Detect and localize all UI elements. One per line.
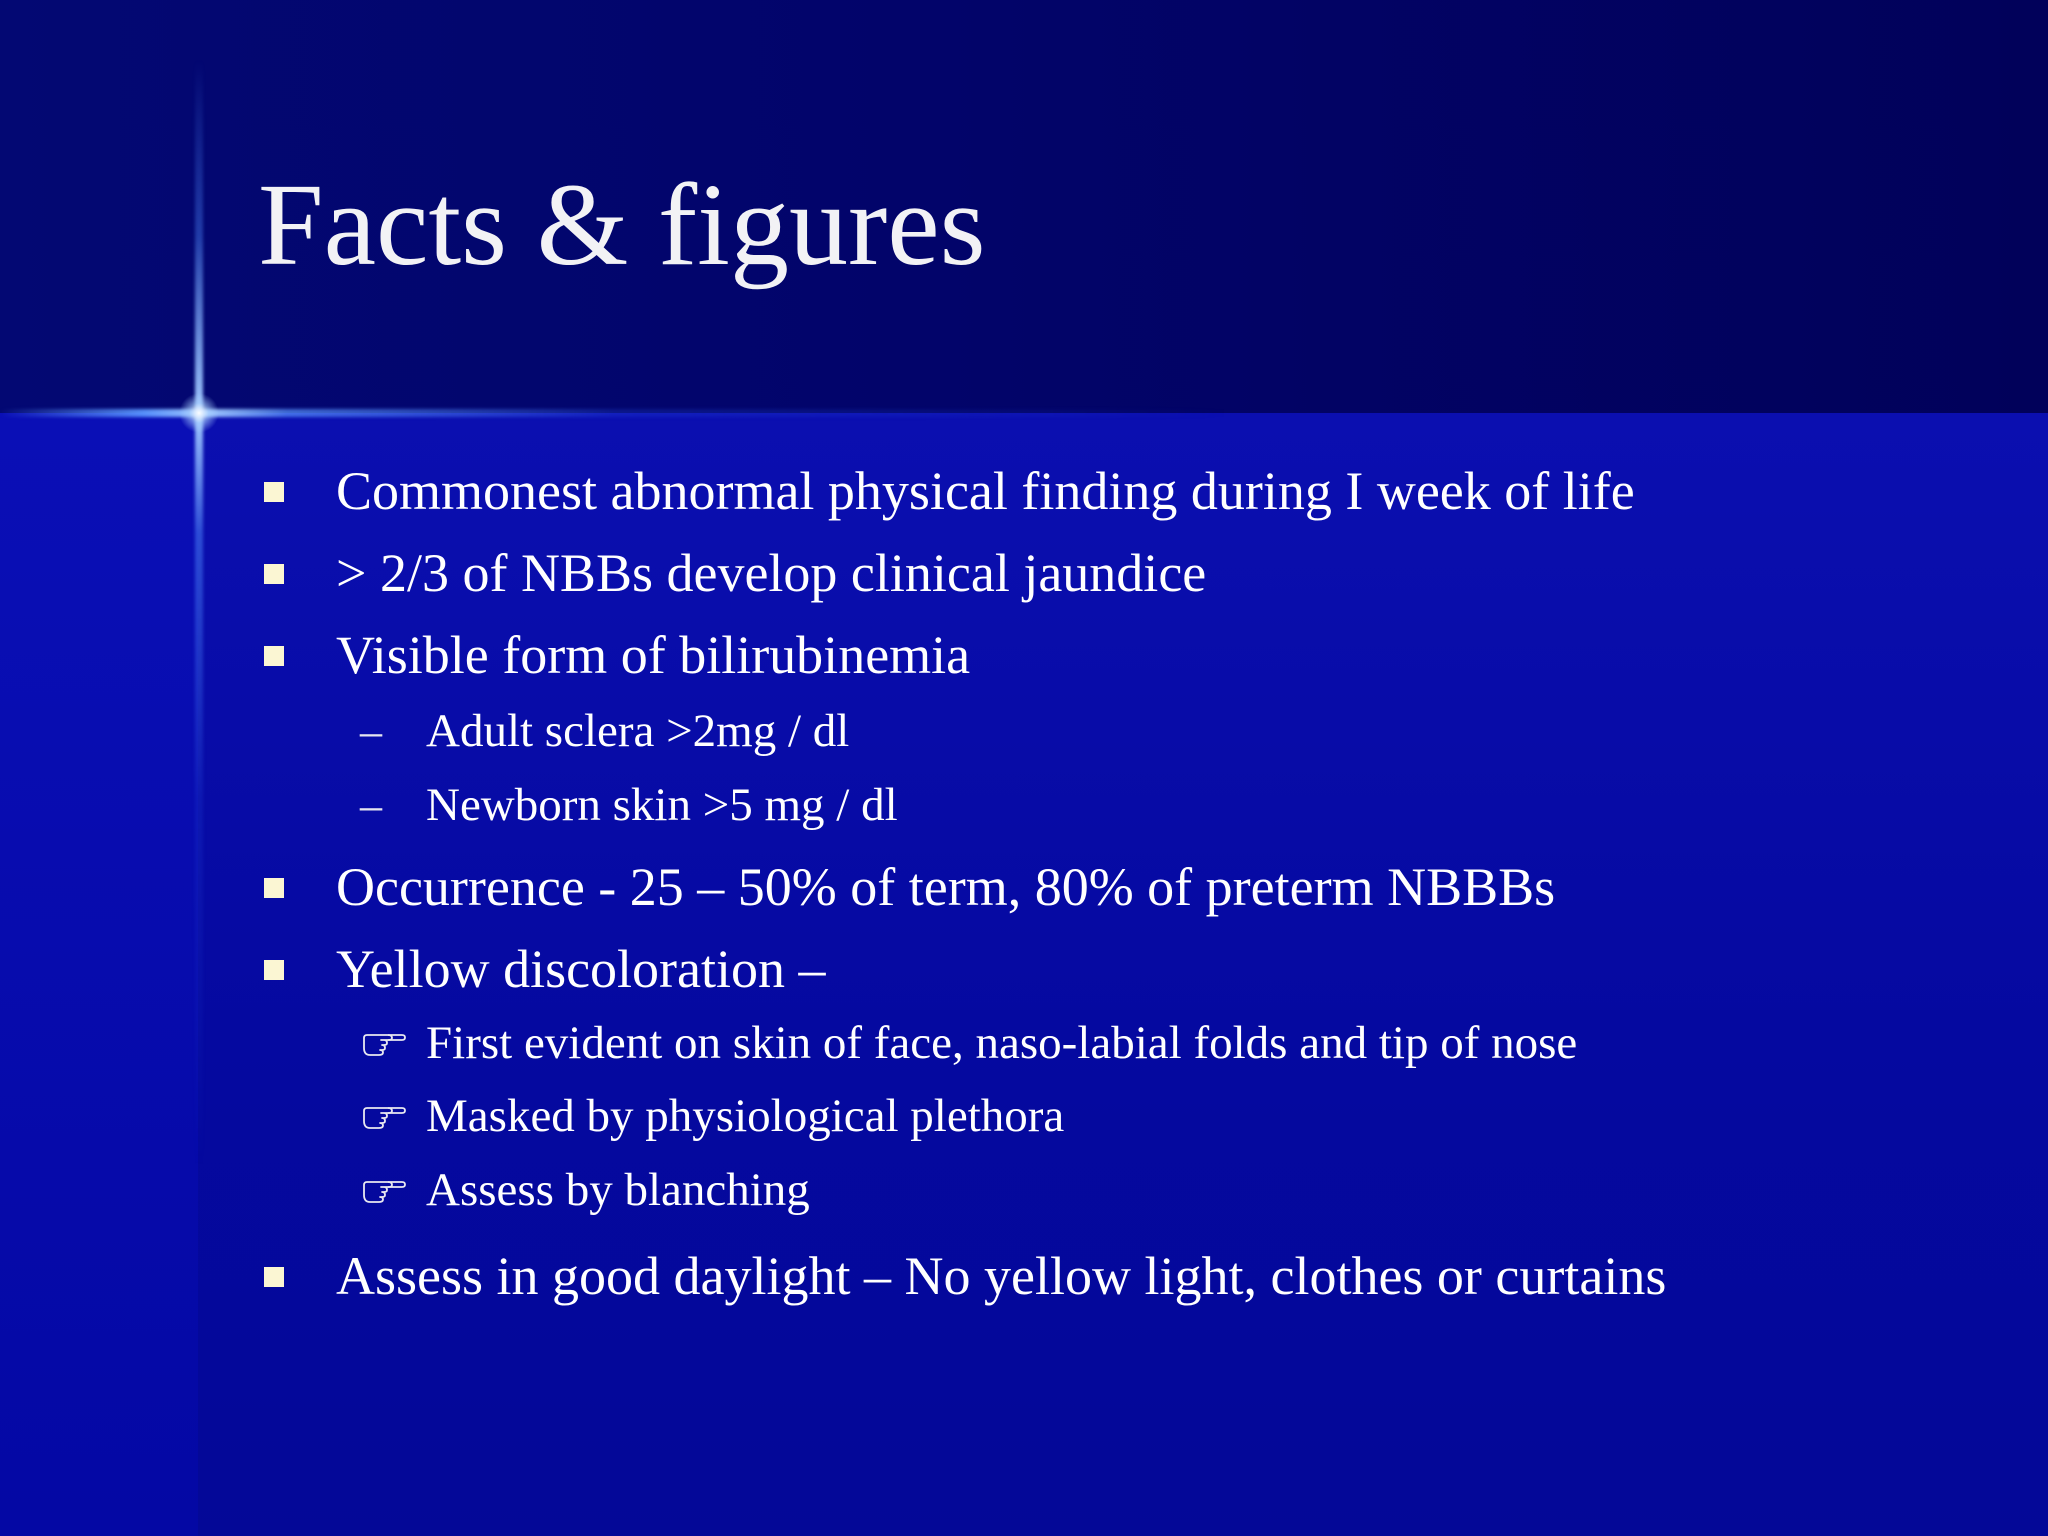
list-item: Yellow discoloration – [336,939,826,999]
list-item: Occurrence - 25 – 50% of term, 80% of preterm NBBBs [336,857,1556,917]
pointing-hand-icon [362,1175,406,1203]
dash-marker: – [360,707,382,756]
list-item: Assess in good daylight – No yellow light, clothes or curtains [336,1246,1667,1306]
square-bullet-icon [264,564,284,584]
pointing-hand-icon [362,1028,406,1056]
sub-list-item: Adult sclera >2mg / dl [426,705,850,757]
square-bullet-icon [264,646,284,666]
square-bullet-icon [264,1267,284,1287]
dash-marker: – [360,781,382,830]
square-bullet-icon [264,482,284,502]
pointing-hand-icon [362,1101,406,1129]
list-item: Visible form of bilirubinemia [336,625,971,685]
sub-list-item: Assess by blanching [426,1164,810,1216]
list-item: > 2/3 of NBBs develop clinical jaundice [336,543,1207,603]
sub-list-item: First evident on skin of face, naso-labial folds and tip of nose [426,1017,1578,1069]
square-bullet-icon [264,960,284,980]
slide-title: Facts & figures [258,159,986,290]
sub-list-item: Masked by physiological plethora [426,1090,1065,1142]
list-item: Commonest abnormal physical finding during I week of life [336,461,1635,521]
sub-list-item: Newborn skin >5 mg / dl [426,779,898,831]
square-bullet-icon [264,878,284,898]
